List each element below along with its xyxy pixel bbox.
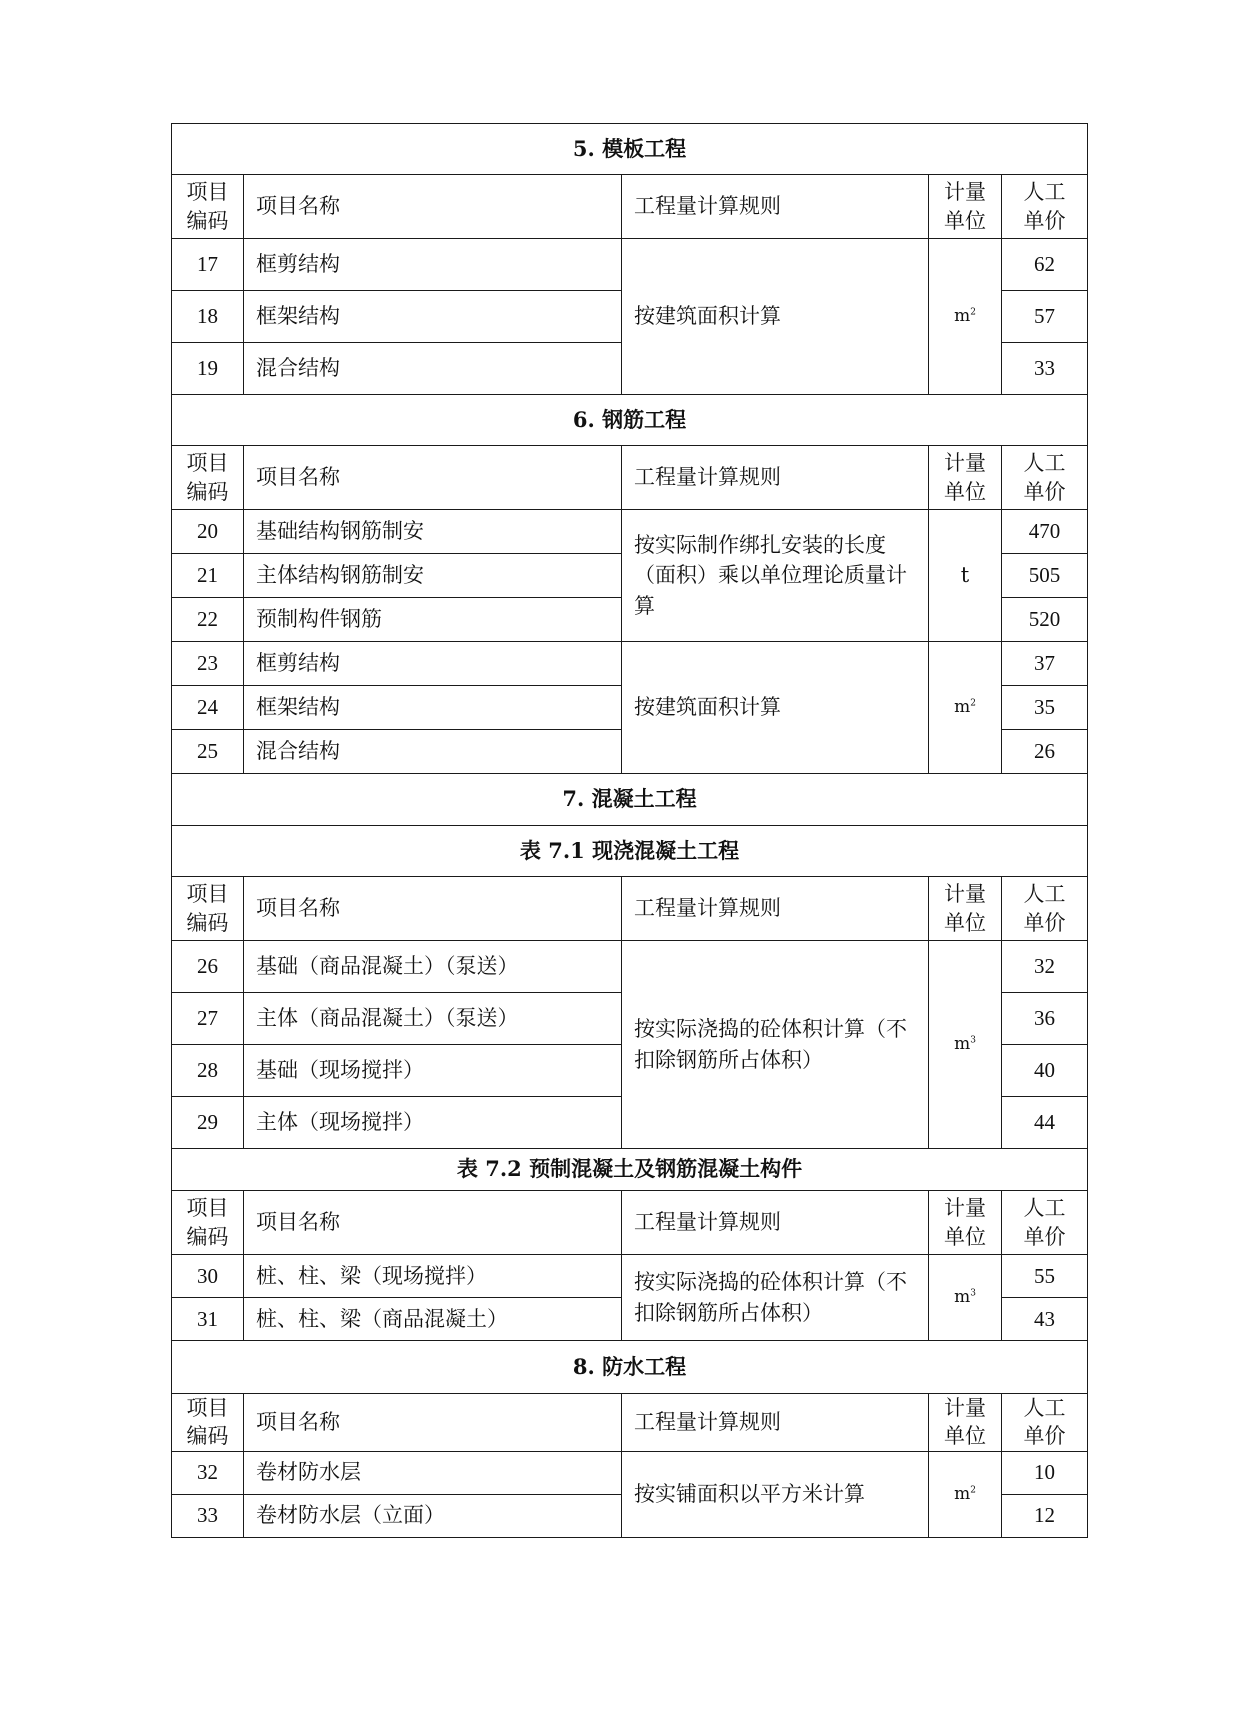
header-name: 项目名称	[244, 446, 622, 510]
row-price: 26	[1002, 730, 1088, 774]
row-name: 预制构件钢筋	[244, 598, 622, 642]
row-code: 18	[172, 291, 244, 343]
row-code: 28	[172, 1045, 244, 1097]
quota-table	[171, 123, 1088, 1538]
header-rule: 工程量计算规则	[622, 877, 929, 941]
row-price: 35	[1002, 686, 1088, 730]
row-code: 31	[172, 1298, 244, 1341]
header-price: 人工 单价	[1002, 1191, 1088, 1255]
header-name: 项目名称	[244, 877, 622, 941]
row-name: 桩、柱、梁（商品混凝土）	[244, 1298, 622, 1341]
row-name: 主体（商品混凝土）（泵送）	[244, 993, 622, 1045]
row-code: 32	[172, 1451, 244, 1494]
header-code: 项目 编码	[172, 1191, 244, 1255]
unit-base: m	[954, 1034, 971, 1055]
rule-cell: 按建筑面积计算	[622, 642, 929, 774]
unit-exponent: 3	[970, 1288, 976, 1299]
unit-base: m	[954, 306, 971, 327]
unit-cell	[929, 1451, 1002, 1537]
header-code: 项目 编码	[172, 175, 244, 239]
row-price: 10	[1002, 1451, 1088, 1494]
row-name: 卷材防水层（立面）	[244, 1494, 622, 1537]
unit-base: m	[954, 1483, 971, 1504]
header-code: 项目 编码	[172, 1394, 244, 1452]
row-name: 基础结构钢筋制安	[244, 510, 622, 554]
unit-cell	[929, 239, 1002, 395]
row-name: 卷材防水层	[244, 1451, 622, 1494]
header-price: 人工 单价	[1002, 877, 1088, 941]
row-code: 30	[172, 1255, 244, 1298]
row-price: 37	[1002, 642, 1088, 686]
row-price: 55	[1002, 1255, 1088, 1298]
rule-cell: 按建筑面积计算	[622, 239, 929, 395]
row-price: 44	[1002, 1097, 1088, 1149]
row-code: 27	[172, 993, 244, 1045]
header-rule: 工程量计算规则	[622, 1394, 929, 1452]
header-rule: 工程量计算规则	[622, 446, 929, 510]
row-price: 520	[1002, 598, 1088, 642]
row-code: 17	[172, 239, 244, 291]
row-price: 40	[1002, 1045, 1088, 1097]
section-title-rebar: 6. 钢筋工程	[172, 395, 1088, 446]
row-code: 22	[172, 598, 244, 642]
header-name: 项目名称	[244, 1191, 622, 1255]
header-name: 项目名称	[244, 175, 622, 239]
row-code: 21	[172, 554, 244, 598]
row-name: 框剪结构	[244, 642, 622, 686]
header-rule: 工程量计算规则	[622, 1191, 929, 1255]
row-code: 20	[172, 510, 244, 554]
row-price: 57	[1002, 291, 1088, 343]
unit-cell	[929, 1255, 1002, 1341]
unit-cell	[929, 642, 1002, 774]
section-title-waterproofing: 8. 防水工程	[172, 1341, 1088, 1394]
header-code: 项目 编码	[172, 446, 244, 510]
row-name: 框剪结构	[244, 239, 622, 291]
header-unit: 计量 单位	[929, 1191, 1002, 1255]
row-code: 19	[172, 343, 244, 395]
row-price: 12	[1002, 1494, 1088, 1537]
unit-base: m	[954, 697, 971, 718]
header-price: 人工 单价	[1002, 446, 1088, 510]
header-unit: 计量 单位	[929, 877, 1002, 941]
subtable-title-cast-in-place: 表 7.1 现浇混凝土工程	[172, 826, 1088, 877]
header-unit: 计量 单位	[929, 446, 1002, 510]
unit-exponent: 3	[970, 1035, 976, 1046]
unit-exponent: 2	[970, 307, 976, 318]
row-name: 基础（商品混凝土）（泵送）	[244, 941, 622, 993]
section-title-formwork: 5. 模板工程	[172, 124, 1088, 175]
row-code: 33	[172, 1494, 244, 1537]
row-code: 23	[172, 642, 244, 686]
row-code: 24	[172, 686, 244, 730]
header-rule: 工程量计算规则	[622, 175, 929, 239]
subtable-title-precast: 表 7.2 预制混凝土及钢筋混凝土构件	[172, 1149, 1088, 1191]
row-price: 36	[1002, 993, 1088, 1045]
unit-cell: t	[929, 510, 1002, 642]
row-code: 25	[172, 730, 244, 774]
unit-exponent: 2	[970, 1485, 976, 1496]
rule-cell: 按实际浇捣的砼体积计算（不扣除钢筋所占体积）	[622, 1255, 929, 1341]
header-price: 人工 单价	[1002, 175, 1088, 239]
unit-base: m	[954, 1287, 971, 1308]
row-price: 505	[1002, 554, 1088, 598]
row-price: 43	[1002, 1298, 1088, 1341]
row-code: 29	[172, 1097, 244, 1149]
row-price: 470	[1002, 510, 1088, 554]
unit-exponent: 2	[970, 698, 976, 709]
row-code: 26	[172, 941, 244, 993]
row-name: 框架结构	[244, 291, 622, 343]
unit-cell	[929, 941, 1002, 1149]
row-name: 主体（现场搅拌）	[244, 1097, 622, 1149]
rule-cell: 按实铺面积以平方米计算	[622, 1451, 929, 1537]
header-price: 人工 单价	[1002, 1394, 1088, 1452]
row-price: 32	[1002, 941, 1088, 993]
header-unit: 计量 单位	[929, 1394, 1002, 1452]
row-name: 基础（现场搅拌）	[244, 1045, 622, 1097]
row-name: 框架结构	[244, 686, 622, 730]
rule-cell: 按实际浇捣的砼体积计算（不扣除钢筋所占体积）	[622, 941, 929, 1149]
row-name: 主体结构钢筋制安	[244, 554, 622, 598]
row-price: 33	[1002, 343, 1088, 395]
header-unit: 计量 单位	[929, 175, 1002, 239]
section-title-concrete: 7. 混凝土工程	[172, 774, 1088, 826]
row-name: 桩、柱、梁（现场搅拌）	[244, 1255, 622, 1298]
row-price: 62	[1002, 239, 1088, 291]
row-name: 混合结构	[244, 343, 622, 395]
row-name: 混合结构	[244, 730, 622, 774]
rule-cell: 按实际制作绑扎安装的长度（面积）乘以单位理论质量计算	[622, 510, 929, 642]
header-code: 项目 编码	[172, 877, 244, 941]
header-name: 项目名称	[244, 1394, 622, 1452]
